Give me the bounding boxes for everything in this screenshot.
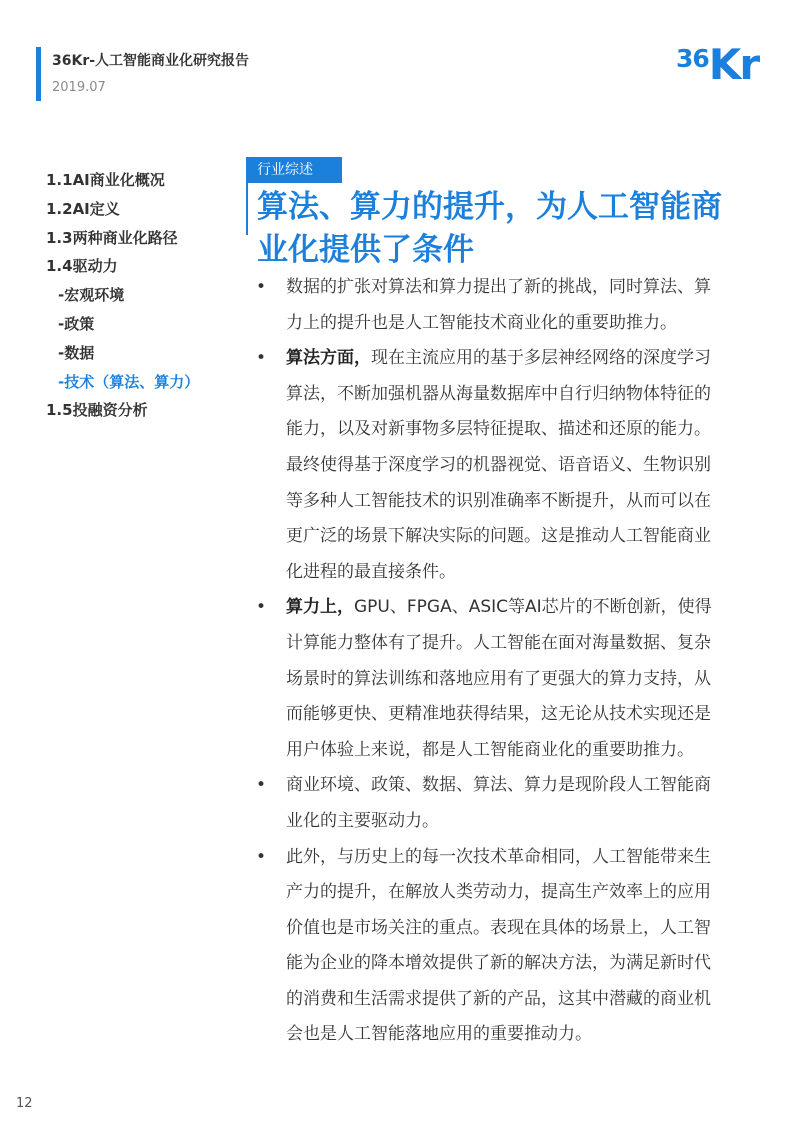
toc-item[interactable]: -技术（算法、算力） xyxy=(58,372,200,391)
toc-item[interactable]: -政策 xyxy=(58,314,95,333)
36kr-logo xyxy=(676,40,759,89)
toc-item[interactable]: 1.3两种商业化路径 xyxy=(46,228,178,247)
bullet-item xyxy=(256,341,718,590)
bullet-item xyxy=(256,840,718,1054)
bullet-body: GPU、FPGA、ASIC等AI芯片的不断创新，使得计算能力整体有了提升。人工智能在面对海量数据、复杂场景时的算法训练和落地应用有了更强大的算力支持，从而能够更快、更精准地获得结果，这无论从技术实现还是用户体验上来说，都是人工智能商业化的重要助推力。 xyxy=(286,597,712,760)
bullet-text xyxy=(286,270,718,341)
bullet-body: 此外，与历史上的每一次技术革命相同，人工智能带来生产力的提升，在解放人类劳动力，提高生产效率上的应用价值也是市场关注的重点。表现在具体的场景上，人工智能为企业的降本增效提供了新的解决方法，为满足新时代的消费和生活需求提供了新的产品，这其中潜藏的商业机会也是人工智能落地应用的重要推动力。 xyxy=(286,846,711,1045)
bullet-bold-lead: 算法方面， xyxy=(286,348,371,369)
bullet-dot: • xyxy=(256,775,267,796)
toc-item[interactable]: 1.2AI定义 xyxy=(46,199,120,218)
bullet-bold-lead: 算力上， xyxy=(286,597,354,618)
bullet-dot: • xyxy=(256,846,267,867)
bullet-text xyxy=(286,341,718,590)
body-content xyxy=(256,270,718,1053)
bullet-body: 商业环境、政策、数据、算法、算力是现阶段人工智能商业化的主要驱动力。 xyxy=(286,775,711,831)
page-number: 12 xyxy=(16,1096,33,1111)
section-accent-line xyxy=(246,183,248,235)
toc-item[interactable]: 1.5投融资分析 xyxy=(46,401,148,420)
section-tag: 行业综述 xyxy=(246,157,342,183)
bullet-item xyxy=(256,270,718,341)
bullet-dot: • xyxy=(256,348,267,369)
toc-item[interactable]: -宏观环境 xyxy=(58,286,125,305)
toc-item[interactable]: 1.4驱动力 xyxy=(46,257,118,276)
bullet-text xyxy=(286,590,718,768)
report-date: 2019.07 xyxy=(52,80,106,95)
bullet-item xyxy=(256,590,718,768)
bullet-text xyxy=(286,840,718,1054)
bullet-body: 现在主流应用的基于多层神经网络的深度学习算法，不断加强机器从海量数据库中自行归纳物体特征的能力，以及对新事物多层特征提取、描述和还原的能力。最终使得基于深度学习的机器视觉、语音语义、生物识别等多种人工智能技术的识别准确率不断提升，从而可以在更广泛的场景下解决实际的问题。这是推动人工智能商业化进程的最直接条件。 xyxy=(286,348,711,582)
report-title: 36Kr-人工智能商业化研究报告 xyxy=(52,53,250,69)
page-heading: 算法、算力的提升，为人工智能商业化提供了条件 xyxy=(257,189,722,268)
bullet-body: 数据的扩张对算法和算力提出了新的挑战，同时算法、算力上的提升也是人工智能技术商业化的重要助推力。 xyxy=(286,277,711,333)
header-accent-bar xyxy=(36,47,41,101)
logo-number: 36 xyxy=(676,44,709,73)
bullet-item xyxy=(256,768,718,839)
bullet-dot: • xyxy=(256,597,267,618)
toc-item[interactable]: -数据 xyxy=(58,343,95,362)
bullet-text xyxy=(286,768,718,839)
logo-letters: Kr xyxy=(708,40,759,89)
bullet-dot: • xyxy=(256,277,267,297)
table-of-contents xyxy=(46,166,199,425)
toc-item[interactable]: 1.1AI商业化概况 xyxy=(46,171,165,189)
